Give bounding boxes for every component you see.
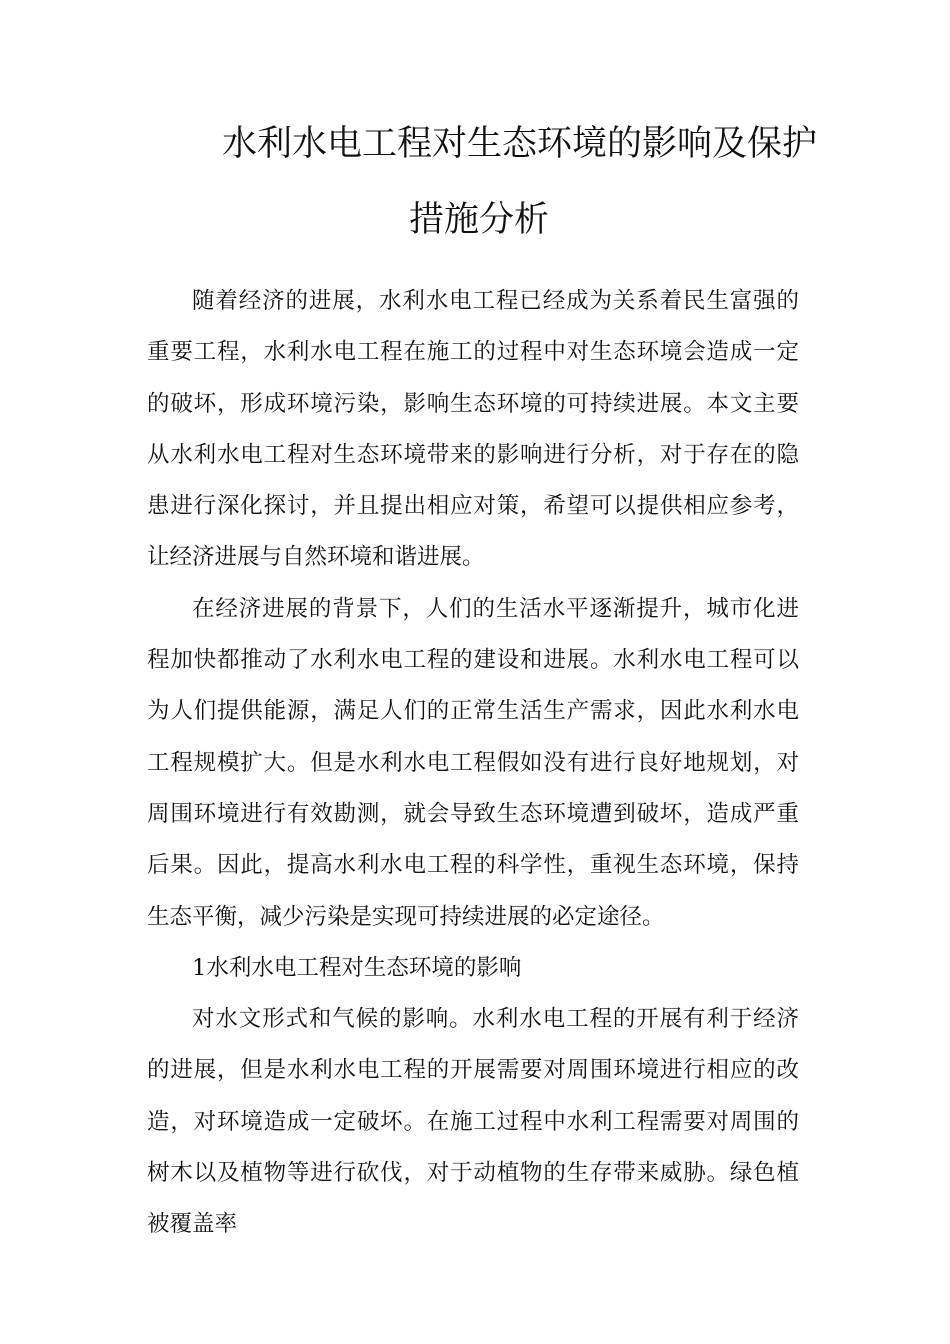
body-paragraph-2: 在经济进展的背景下，人们的生活水平逐渐提升，城市化进程加快都推动了水利水电工程的建设和进展。水利水电工程可以为人们提供能源，满足人们的正常生活生产需求，因此水利水电工程规模扩大。但是水利水电工程假如没有进行良好地规划，对周围环境进行有效勘测，就会导致生态环境遭到破坏，造成严重后果。因此，提高水利水电工程的科学性，重视生态环境，保持生态平衡，减少污染是实现可持续进展的必定途径。 [147, 595, 799, 930]
document-title-line-2: 措施分析 [409, 200, 550, 240]
body-paragraph-1: 随着经济的进展，水利水电工程已经成为关系着民生富强的重要工程，水利水电工程在施工的过程中对生态环境会造成一定的破坏，形成环境污染，影响生态环境的可持续进展。本文主要从水利水电工程对生态环境带来的影响进行分析，对于存在的隐患进行深化探讨，并且提出相应对策，希望可以提供相应参考，让经济进展与自然环境和谐进展。 [147, 288, 799, 571]
section-paragraph: 对水文形式和气候的影响。水利水电工程的开展有利于经济的进展，但是水利水电工程的开展需要对周围环境进行相应的改造，对环境造成一定破坏。在施工过程中水利工程需要对周围的树木以及植物等进行砍伐，对于动植物的生存带来威胁。绿色植被覆盖率 [147, 1006, 799, 1238]
section-heading: 1水利水电工程对生态环境的影响 [192, 954, 522, 981]
document-body [147, 276, 799, 1251]
document-title-line-1: 水利水电工程对生态环境的影响及保护 [222, 124, 818, 164]
